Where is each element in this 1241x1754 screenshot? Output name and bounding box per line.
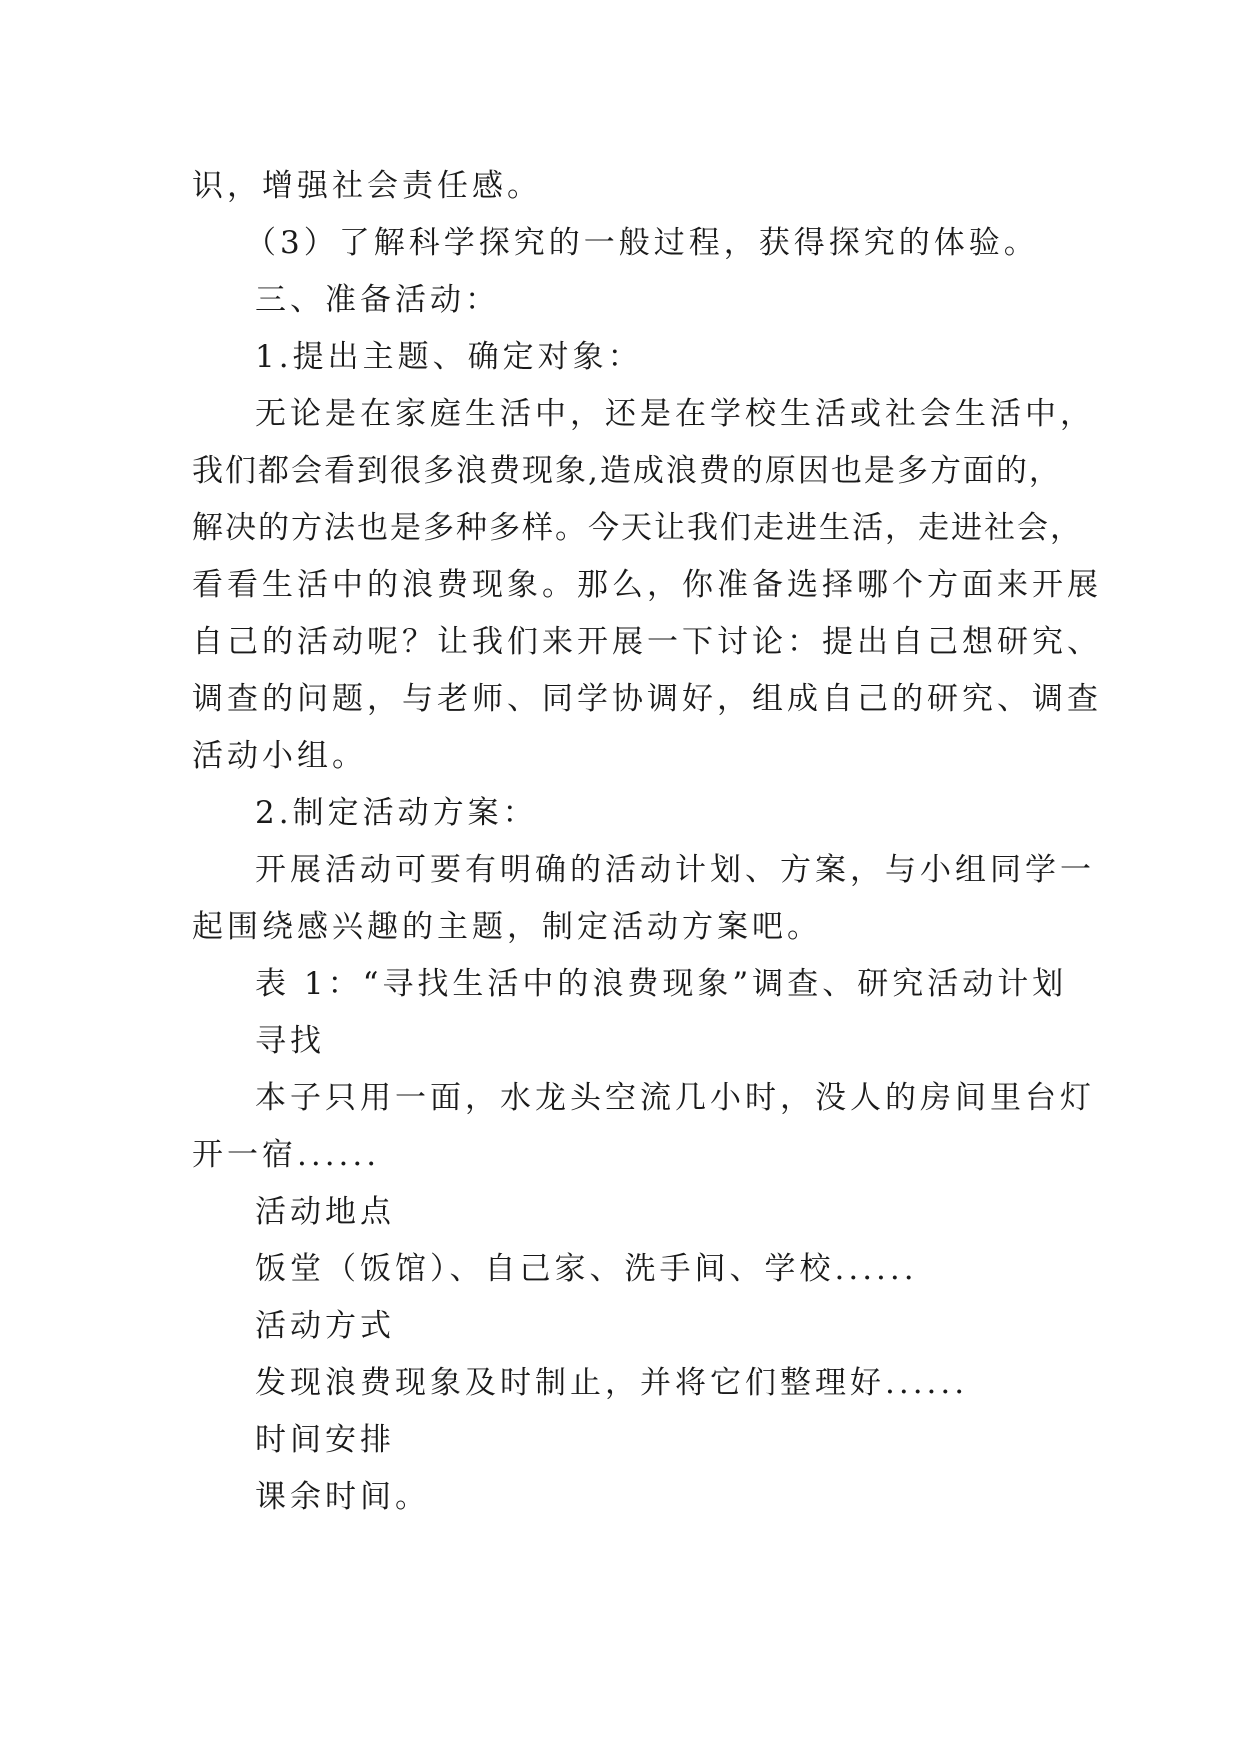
paragraph-line-6: 调查的问题，与老师、同学协调好，组成自己的研究、调查 [192,681,1102,717]
table-label-find: 寻找 [255,1023,325,1059]
paragraph-line-1: 无论是在家庭生活中，还是在学校生活或社会生活中， [255,396,1095,432]
paragraph-line-7: 活动小组。 [192,738,367,774]
paragraph-line-2: 我们都会看到很多浪费现象,造成浪费的原因也是多方面的， [192,453,1062,489]
plan-paragraph-line-1: 开展活动可要有明确的活动计划、方案，与小组同学一 [255,852,1095,888]
table-label-schedule: 时间安排 [255,1422,395,1458]
table-value-schedule: 课余时间。 [255,1479,430,1515]
objective-3: （3）了解科学探究的一般过程，获得探究的体验。 [245,225,1039,261]
section-heading-prepare: 三、准备活动： [255,282,500,318]
paragraph-line-5: 自己的活动呢？让我们来开展一下讨论：提出自己想研究、 [192,624,1102,660]
table-value-location: 饭堂（饭馆）、自己家、洗手间、学校...... [255,1251,918,1287]
table-label-method: 活动方式 [255,1308,395,1344]
plan-paragraph-line-2: 起围绕感兴趣的主题，制定活动方案吧。 [192,909,822,945]
subheading-plan: 2.制定活动方案： [255,795,538,831]
table-label-location: 活动地点 [255,1194,395,1230]
table-value-find-line-1: 本子只用一面，水龙头空流几小时，没人的房间里台灯 [255,1080,1095,1116]
table-caption: 表 1：“寻找生活中的浪费现象”调查、研究活动计划 [255,966,1068,1002]
subheading-topic: 1.提出主题、确定对象： [255,339,643,375]
text-line-1: 识，增强社会责任感。 [192,168,542,204]
paragraph-line-3: 解决的方法也是多种多样。今天让我们走进生活，走进社会， [192,510,1083,546]
table-value-method: 发现浪费现象及时制止，并将它们整理好...... [255,1365,969,1401]
table-value-find-line-2: 开一宿...... [192,1137,381,1173]
paragraph-line-4: 看看生活中的浪费现象。那么，你准备选择哪个方面来开展 [192,567,1102,603]
